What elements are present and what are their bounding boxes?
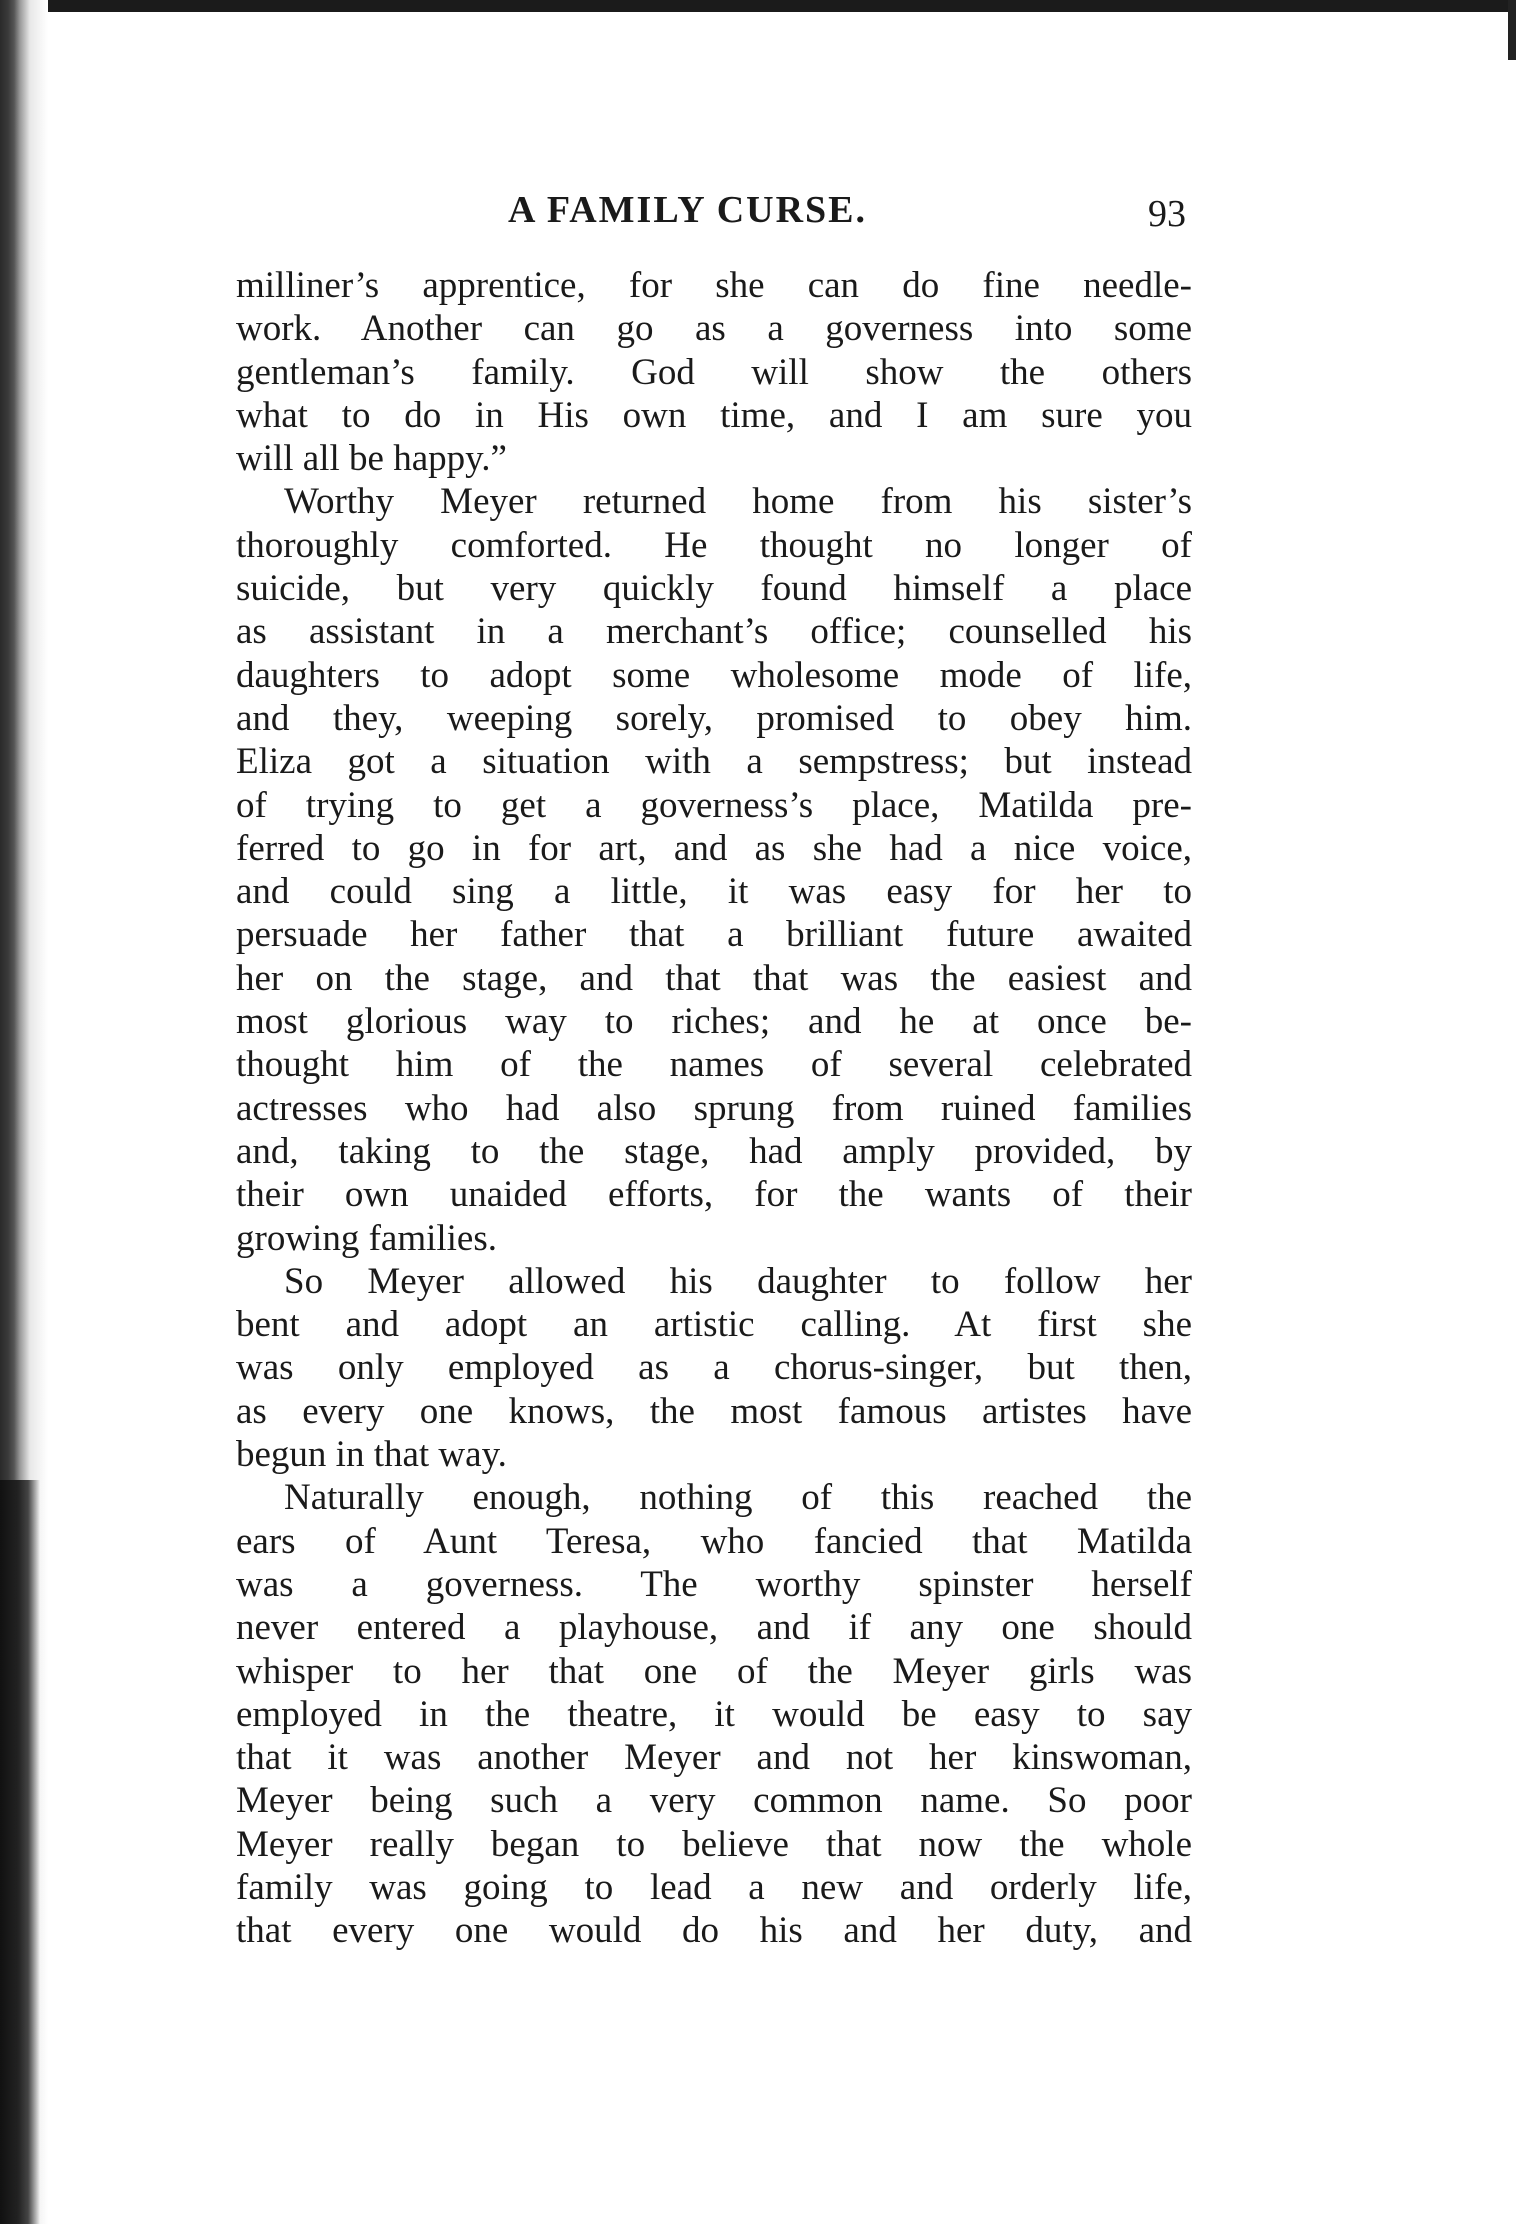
page-number: 93 bbox=[1148, 193, 1186, 235]
text-line: as every one knows, the most famous artistes have bbox=[236, 1390, 1192, 1432]
text-line: most glorious way to riches; and he at once be- bbox=[236, 1001, 1192, 1043]
book-spine-dark-edge bbox=[0, 1480, 40, 2224]
text-line: begun in that way. bbox=[236, 1434, 507, 1476]
text-line: Meyer really began to believe that now the whole bbox=[236, 1823, 1192, 1865]
text-line: what to do in His own time, and I am sure you bbox=[236, 394, 1192, 436]
page-header bbox=[236, 182, 1192, 242]
text-line: suicide, but very quickly found himself a place bbox=[236, 568, 1192, 610]
text-line: milliner’s apprentice, for she can do fine needle- bbox=[236, 265, 1192, 306]
text-line: and they, weeping sorely, promised to obey him. bbox=[236, 697, 1192, 739]
text-line: growing families. bbox=[236, 1217, 498, 1259]
text-line: ferred to go in for art, and as she had a nice voice, bbox=[236, 827, 1192, 869]
text-line: Meyer being such a very common name. So poor bbox=[236, 1780, 1192, 1822]
text-line: their own unaided efforts, for the wants of their bbox=[236, 1174, 1192, 1216]
text-line: of trying to get a governess’s place, Matilda pre- bbox=[236, 784, 1192, 826]
text-line: So Meyer allowed his daughter to follow her bbox=[284, 1260, 1192, 1302]
text-line: family was going to lead a new and orderly life, bbox=[236, 1866, 1192, 1908]
text-line: Naturally enough, nothing of this reached the bbox=[284, 1477, 1192, 1519]
body-text bbox=[236, 264, 1192, 1953]
text-line: and could sing a little, it was easy for her to bbox=[236, 871, 1192, 913]
text-line: was only employed as a chorus-singer, but then, bbox=[236, 1347, 1192, 1389]
text-line: ears of Aunt Teresa, who fancied that Matilda bbox=[236, 1520, 1192, 1562]
text-line: that every one would do his and her duty, and bbox=[236, 1910, 1192, 1952]
text-line: never entered a playhouse, and if any one should bbox=[236, 1607, 1192, 1649]
text-line: bent and adopt an artistic calling. At first she bbox=[236, 1304, 1192, 1346]
text-line: daughters to adopt some wholesome mode of life, bbox=[236, 654, 1192, 696]
top-rule bbox=[0, 0, 1516, 12]
text-line: employed in the theatre, it would be easy to say bbox=[236, 1693, 1192, 1735]
text-line: Eliza got a situation with a sempstress; but instead bbox=[236, 741, 1192, 783]
text-line: was a governess. The worthy spinster herself bbox=[236, 1563, 1192, 1605]
text-line: work. Another can go as a governess into some bbox=[236, 308, 1192, 350]
text-line: as assistant in a merchant’s office; counselled his bbox=[236, 611, 1192, 653]
running-title: A FAMILY CURSE. bbox=[508, 189, 868, 231]
text-line: persuade her father that a brilliant future awaited bbox=[236, 914, 1192, 956]
text-line: will all be happy.” bbox=[236, 438, 507, 480]
text-line: thoroughly comforted. He thought no longer of bbox=[236, 524, 1192, 566]
text-line: actresses who had also sprung from ruined families bbox=[236, 1087, 1192, 1129]
text-line: whisper to her that one of the Meyer girls was bbox=[236, 1650, 1192, 1692]
text-line: that it was another Meyer and not her kinswoman, bbox=[236, 1737, 1192, 1779]
text-line: her on the stage, and that that was the easiest and bbox=[236, 957, 1192, 999]
text-line: gentleman’s family. God will show the others bbox=[236, 351, 1192, 393]
text-line: Worthy Meyer returned home from his sister’s bbox=[284, 481, 1192, 523]
text-line: and, taking to the stage, had amply provided, by bbox=[236, 1130, 1192, 1172]
text-line: thought him of the names of several celebrated bbox=[236, 1044, 1192, 1086]
right-edge-rule bbox=[1508, 0, 1516, 60]
